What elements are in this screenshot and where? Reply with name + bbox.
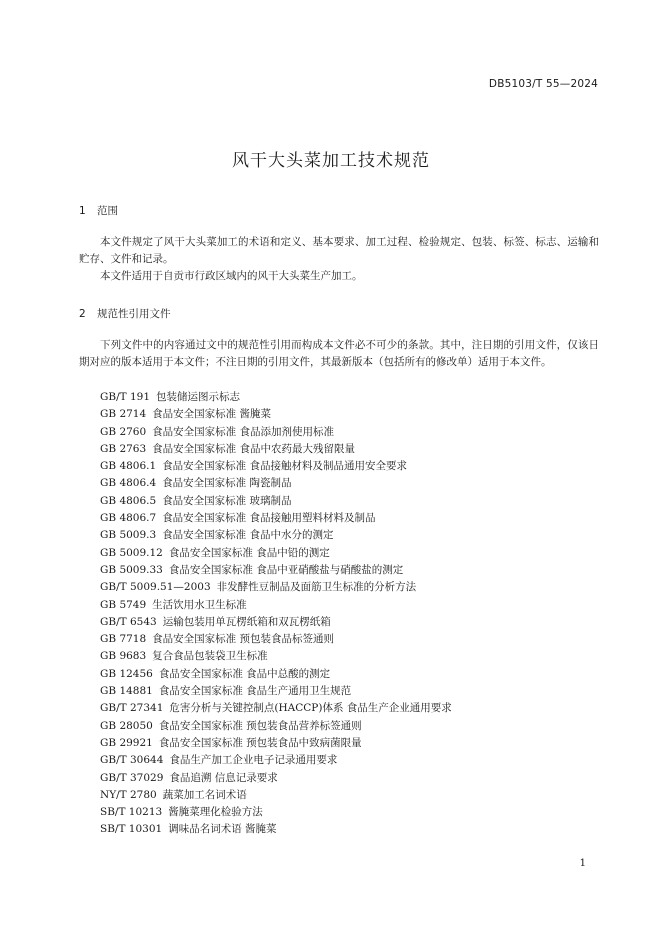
reference-code: GB 14881 <box>100 685 153 698</box>
section-2-number: 2 <box>79 308 86 320</box>
reference-title: 食品安全国家标准 预包装食品标签通则 <box>152 633 335 646</box>
reference-title: 非发酵性豆制品及面筋卫生标准的分析方法 <box>216 581 417 594</box>
reference-item <box>100 787 452 804</box>
reference-code: GB 2760 <box>100 425 147 438</box>
reference-item <box>100 441 452 458</box>
reference-item <box>100 804 452 821</box>
section-1-title: 范围 <box>97 205 118 217</box>
reference-code: GB 5749 <box>100 598 147 611</box>
reference-item <box>100 683 452 700</box>
reference-title: 危害分析与关键控制点(HACCP)体系 食品生产企业通用要求 <box>169 702 452 715</box>
reference-code: GB 5009.3 <box>100 529 157 542</box>
reference-code: GB 4806.5 <box>100 494 157 507</box>
reference-title: 酱腌菜理化检验方法 <box>168 806 263 819</box>
reference-code: GB 2763 <box>100 442 147 455</box>
reference-title: 食品安全国家标准 陶瓷制品 <box>162 477 292 490</box>
reference-item <box>100 614 452 631</box>
reference-title: 蔬菜加工名词术语 <box>162 788 247 801</box>
reference-title: 调味品名词术语 酱腌菜 <box>168 823 277 836</box>
reference-item <box>100 735 452 752</box>
reference-title: 食品安全国家标准 食品添加剂使用标准 <box>152 425 335 438</box>
reference-title: 食品生产加工企业电子记录通用要求 <box>169 754 338 767</box>
reference-item <box>100 389 452 406</box>
reference-title: 食品安全国家标准 玻璃制品 <box>162 494 292 507</box>
section-2-heading <box>79 306 171 321</box>
reference-item <box>100 597 452 614</box>
reference-item <box>100 493 452 510</box>
reference-code: GB/T 5009.51—2003 <box>100 581 211 594</box>
reference-code: GB 2714 <box>100 408 147 421</box>
reference-code: SB/T 10301 <box>100 823 163 836</box>
reference-code: GB 5009.12 <box>100 546 163 559</box>
reference-code: GB/T 37029 <box>100 771 164 784</box>
reference-title: 运输包装用单瓦楞纸箱和双瓦楞纸箱 <box>162 615 331 628</box>
reference-code: GB 29921 <box>100 736 153 749</box>
reference-code: GB/T 27341 <box>100 702 164 715</box>
reference-item <box>100 527 452 544</box>
reference-title: 食品安全国家标准 食品中铅的测定 <box>168 546 330 559</box>
references-intro-paragraph: 下列文件中的内容通过文中的规范性引用而构成本文件必不可少的条款。其中，注日期的引用文件，仅该日期对应的版本适用于本文件；不注日期的引用文件，其最新版本（包括所有的修改单）适用于本文件。 <box>79 339 599 368</box>
reference-code: GB/T 30644 <box>100 754 164 767</box>
reference-code: SB/T 10213 <box>100 806 163 819</box>
page-title: 风干大头菜加工技术规范 <box>232 151 430 171</box>
reference-item <box>100 666 452 683</box>
document-code: DB5103/T 55—2024 <box>488 78 598 90</box>
reference-title: 食品安全国家标准 酱腌菜 <box>152 408 272 421</box>
page-number: 1 <box>579 858 586 869</box>
reference-item <box>100 545 452 562</box>
reference-code: GB/T 191 <box>100 391 151 403</box>
reference-code: GB 4806.7 <box>100 512 157 525</box>
reference-item <box>100 821 452 838</box>
reference-title: 食品安全国家标准 食品生产通用卫生规范 <box>158 685 352 698</box>
reference-item <box>100 718 452 735</box>
reference-code: GB 5009.33 <box>100 563 163 576</box>
reference-item <box>100 510 452 527</box>
reference-code: NY/T 2780 <box>100 788 157 801</box>
reference-title: 食品安全国家标准 食品中农药最大残留限量 <box>152 442 356 455</box>
reference-code: GB 4806.1 <box>100 460 157 473</box>
reference-code: GB 28050 <box>100 719 153 732</box>
section-2-title: 规范性引用文件 <box>97 308 171 320</box>
reference-item <box>100 648 452 665</box>
scope-paragraph-1: 本文件规定了风干大头菜加工的术语和定义、基本要求、加工过程、检验规定、包装、标签、标志、运输和贮存、文件和记录。 <box>79 236 599 265</box>
reference-title: 食品安全国家标准 食品中总酸的测定 <box>158 667 331 680</box>
reference-code: GB 7718 <box>100 633 147 646</box>
reference-title: 食品安全国家标准 预包装食品中致病菌限量 <box>158 736 362 749</box>
reference-item <box>100 631 452 648</box>
reference-title: 复合食品包装袋卫生标准 <box>152 650 268 663</box>
section-1-heading <box>79 203 118 218</box>
reference-item <box>100 770 452 787</box>
reference-code: GB 4806.4 <box>100 477 157 490</box>
reference-title: 食品安全国家标准 食品接触材料及制品通用安全要求 <box>162 460 408 473</box>
section-1-number: 1 <box>79 205 86 217</box>
reference-code: GB 9683 <box>100 650 147 663</box>
reference-code: GB 12456 <box>100 667 153 680</box>
reference-item <box>100 700 452 717</box>
normative-references-list <box>100 389 452 839</box>
reference-title: 生活饮用水卫生标准 <box>152 598 247 611</box>
reference-item <box>100 424 452 441</box>
reference-item <box>100 475 452 492</box>
scope-paragraph-2: 本文件适用于自贡市行政区域内的风干大头菜生产加工。 <box>100 270 363 282</box>
reference-title: 食品安全国家标准 食品接触用塑料材料及制品 <box>162 512 376 525</box>
reference-code: GB/T 6543 <box>100 615 157 628</box>
reference-item <box>100 406 452 423</box>
reference-item <box>100 458 452 475</box>
reference-title: 食品安全国家标准 预包装食品营养标签通则 <box>158 719 362 732</box>
reference-title: 包装储运图示标志 <box>156 391 241 403</box>
reference-title: 食品安全国家标准 食品中亚硝酸盐与硝酸盐的测定 <box>168 563 404 576</box>
reference-item <box>100 752 452 769</box>
reference-title: 食品追溯 信息记录要求 <box>169 771 278 784</box>
reference-item <box>100 579 452 596</box>
reference-item <box>100 562 452 579</box>
reference-title: 食品安全国家标准 食品中水分的测定 <box>162 529 334 542</box>
